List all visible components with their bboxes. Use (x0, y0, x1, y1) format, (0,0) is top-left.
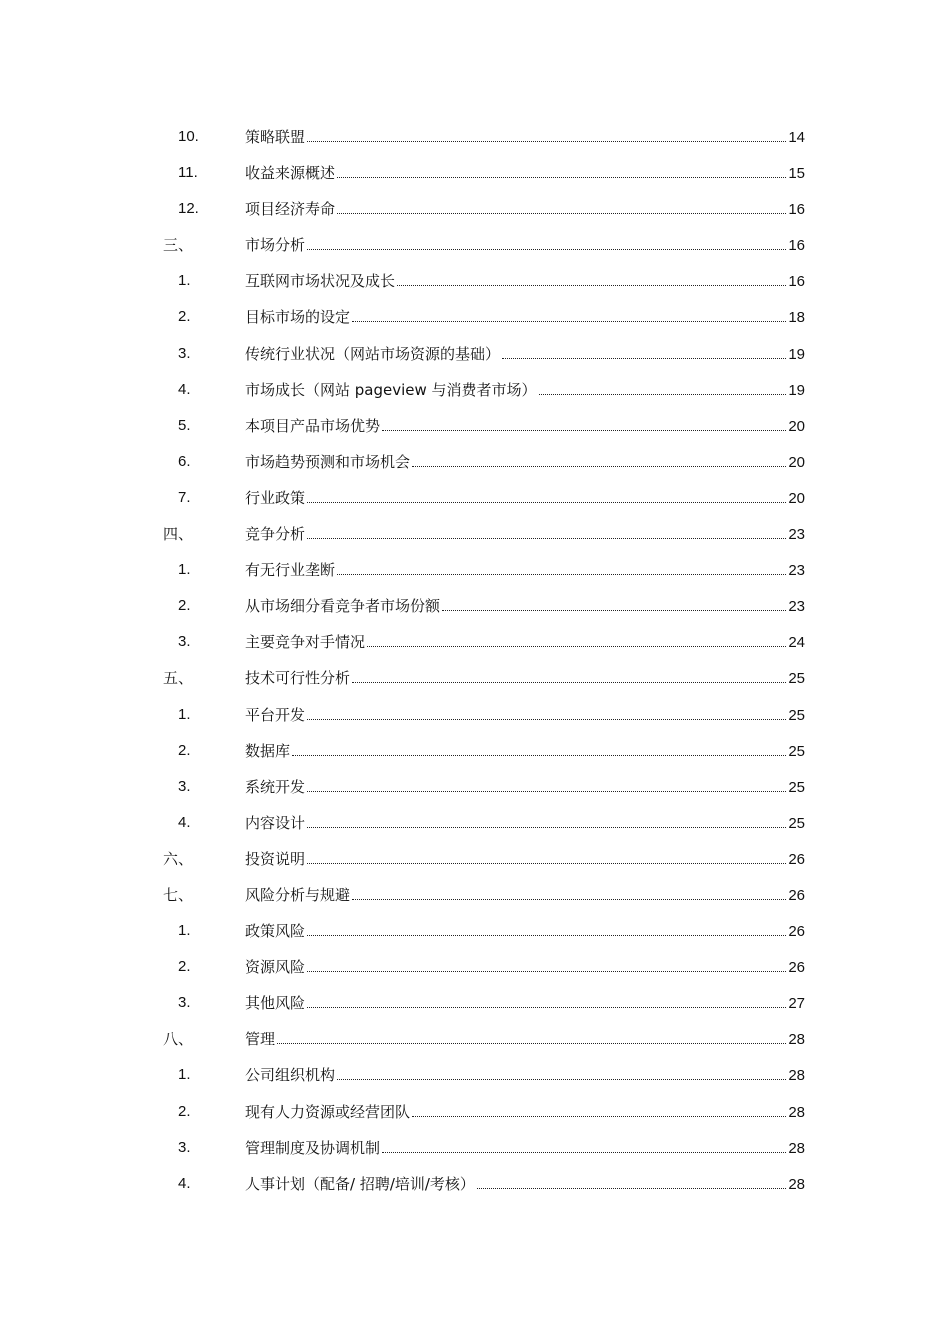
toc-entry-number: 2. (178, 1102, 191, 1120)
toc-entry[interactable] (0, 372, 950, 408)
toc-entry[interactable] (0, 119, 950, 155)
table-of-contents (0, 119, 950, 1202)
toc-entry-title[interactable]: 收益来源概述 (245, 164, 336, 183)
toc-dot-leader (337, 200, 786, 214)
toc-entry-title[interactable]: 内容设计 (245, 813, 306, 832)
toc-entry-page-number[interactable]: 26 (788, 886, 805, 904)
toc-entry-title[interactable]: 资源风险 (245, 958, 306, 977)
toc-entry-number: 3. (178, 777, 191, 795)
toc-entry-line (245, 777, 805, 798)
toc-entry[interactable] (0, 769, 950, 805)
toc-entry-title[interactable]: 现有人力资源或经营团队 (245, 1102, 411, 1121)
toc-entry[interactable] (0, 697, 950, 733)
toc-entry-title[interactable]: 系统开发 (245, 777, 306, 796)
toc-entry-title[interactable]: 市场成长（网站 pageview 与消费者市场） (245, 380, 537, 399)
toc-entry-page-number[interactable]: 28 (788, 1067, 805, 1085)
toc-entry-title[interactable]: 本项目产品市场优势 (245, 416, 381, 435)
toc-entry-number: 4. (178, 813, 191, 831)
toc-dot-leader (539, 381, 787, 395)
toc-entry-line (245, 560, 805, 581)
toc-entry-number: 三、 (163, 236, 194, 255)
toc-entry-line (245, 705, 805, 726)
toc-entry-number: 八、 (163, 1030, 194, 1049)
toc-entry-number: 1. (178, 1066, 191, 1084)
toc-entry-line (245, 1138, 805, 1159)
toc-entry[interactable] (0, 480, 950, 516)
toc-entry-line (245, 344, 805, 365)
toc-entry-title[interactable]: 行业政策 (245, 488, 306, 507)
toc-entry-number: 1. (178, 705, 191, 723)
toc-entry[interactable] (0, 155, 950, 191)
toc-entry-title[interactable]: 主要竞争对手情况 (245, 633, 366, 652)
toc-entry-line (245, 524, 805, 545)
toc-entry[interactable] (0, 1094, 950, 1130)
toc-entry-title[interactable]: 技术可行性分析 (245, 669, 351, 688)
toc-dot-leader (397, 272, 786, 286)
toc-dot-leader (337, 1066, 786, 1080)
toc-entry[interactable] (0, 227, 950, 263)
toc-entry-page-number[interactable]: 14 (788, 129, 805, 146)
toc-entry-number: 11. (178, 164, 198, 182)
toc-entry-title[interactable]: 风险分析与规避 (245, 885, 351, 904)
toc-dot-leader (307, 814, 786, 828)
toc-entry-line (245, 235, 805, 256)
toc-entry-line (245, 380, 805, 401)
toc-entry-title[interactable]: 管理制度及协调机制 (245, 1138, 381, 1157)
toc-dot-leader (412, 453, 786, 467)
toc-entry-page-number[interactable]: 20 (788, 417, 805, 435)
toc-entry-line (245, 596, 805, 617)
toc-entry[interactable] (0, 733, 950, 769)
toc-entry-page-number[interactable]: 28 (788, 1139, 805, 1157)
toc-entry-title[interactable]: 目标市场的设定 (245, 308, 351, 327)
toc-dot-leader (442, 597, 786, 611)
toc-entry-page-number[interactable]: 20 (788, 489, 805, 507)
toc-entry-number: 四、 (163, 525, 194, 544)
toc-entry-line (245, 921, 805, 942)
toc-entry-page-number[interactable]: 26 (788, 850, 805, 868)
toc-entry-number: 4. (178, 380, 191, 398)
toc-entry-number: 1. (178, 561, 191, 579)
toc-entry-number: 2. (178, 597, 191, 615)
toc-entry-page-number[interactable]: 20 (788, 453, 805, 471)
toc-entry-number: 2. (178, 741, 191, 759)
toc-entry[interactable] (0, 913, 950, 949)
toc-entry-line (245, 741, 805, 762)
toc-entry-page-number[interactable]: 26 (788, 959, 805, 977)
toc-entry-line (245, 1065, 805, 1086)
toc-entry-number: 7. (178, 488, 191, 506)
toc-entry-page-number[interactable]: 26 (788, 923, 805, 941)
toc-entry-title[interactable]: 互联网市场状况及成长 (245, 272, 396, 291)
toc-entry-number: 1. (178, 272, 191, 290)
toc-entry-title[interactable]: 从市场细分看竞争者市场份额 (245, 597, 441, 616)
toc-entry-line (245, 957, 805, 978)
toc-entry-line (245, 452, 805, 473)
toc-entry[interactable] (0, 1130, 950, 1166)
toc-entry-number: 3. (178, 344, 191, 362)
toc-entry-line (245, 488, 805, 509)
toc-entry-page-number[interactable]: 25 (788, 778, 805, 796)
toc-entry[interactable] (0, 552, 950, 588)
toc-entry-number: 4. (178, 1174, 191, 1192)
toc-dot-leader (292, 742, 786, 756)
toc-dot-leader (307, 128, 786, 142)
toc-dot-leader (307, 489, 786, 503)
toc-entry[interactable] (0, 660, 950, 696)
toc-entry-title[interactable]: 数据库 (245, 741, 291, 760)
toc-dot-leader (382, 417, 786, 431)
toc-dot-leader (352, 886, 786, 900)
toc-dot-leader (352, 669, 786, 683)
toc-entry[interactable] (0, 444, 950, 480)
toc-dot-leader (367, 633, 786, 647)
toc-entry-title[interactable]: 其他风险 (245, 994, 306, 1013)
toc-entry-page-number[interactable]: 19 (788, 381, 805, 399)
toc-entry-line (245, 127, 805, 148)
toc-dot-leader (307, 922, 786, 936)
toc-entry-number: 3. (178, 633, 191, 651)
toc-dot-leader (307, 958, 786, 972)
toc-entry-number: 1. (178, 922, 191, 940)
toc-entry[interactable] (0, 336, 950, 372)
toc-entry-title[interactable]: 项目经济寿命 (245, 200, 336, 219)
toc-entry-page-number[interactable]: 18 (788, 309, 805, 327)
toc-entry-page-number[interactable]: 28 (788, 1175, 805, 1193)
toc-dot-leader (337, 561, 786, 575)
toc-entry-page-number[interactable]: 16 (788, 273, 805, 291)
toc-entry[interactable] (0, 805, 950, 841)
toc-dot-leader (307, 778, 786, 792)
toc-dot-leader (477, 1175, 786, 1189)
toc-entry[interactable] (0, 263, 950, 299)
toc-entry-line (245, 885, 805, 906)
toc-entry-line (245, 849, 805, 870)
toc-entry[interactable] (0, 1166, 950, 1202)
toc-entry-line (245, 416, 805, 437)
toc-entry[interactable] (0, 1021, 950, 1057)
toc-entry-number: 3. (178, 994, 191, 1012)
toc-entry-page-number[interactable]: 16 (788, 201, 805, 219)
toc-entry-page-number[interactable]: 15 (788, 165, 805, 183)
toc-entry-page-number[interactable]: 28 (788, 1031, 805, 1049)
toc-entry-page-number[interactable]: 16 (788, 237, 805, 255)
toc-dot-leader (277, 1030, 786, 1044)
toc-dot-leader (502, 345, 786, 359)
toc-entry-line (245, 307, 805, 328)
toc-dot-leader (307, 706, 786, 720)
toc-entry-number: 6. (178, 452, 191, 470)
toc-entry-line (245, 271, 805, 292)
toc-entry-line (245, 1174, 805, 1195)
toc-entry-page-number[interactable]: 23 (788, 526, 805, 544)
toc-entry-title[interactable]: 投资说明 (245, 849, 306, 868)
toc-entry-title[interactable]: 策略联盟 (245, 128, 306, 146)
toc-dot-leader (352, 308, 786, 322)
toc-entry-number: 2. (178, 308, 191, 326)
toc-entry[interactable] (0, 877, 950, 913)
toc-entry-line (245, 1102, 805, 1123)
toc-entry[interactable] (0, 516, 950, 552)
toc-entry-page-number[interactable]: 28 (788, 1103, 805, 1121)
toc-entry-page-number[interactable]: 25 (788, 670, 805, 688)
toc-entry[interactable] (0, 588, 950, 624)
toc-dot-leader (307, 994, 786, 1008)
toc-entry-title[interactable]: 政策风险 (245, 922, 306, 941)
toc-entry[interactable] (0, 985, 950, 1021)
toc-dot-leader (307, 850, 786, 864)
toc-entry-title[interactable]: 市场分析 (245, 236, 306, 255)
toc-entry-number: 2. (178, 958, 191, 976)
toc-entry-title[interactable]: 竞争分析 (245, 525, 306, 544)
toc-entry-number: 5. (178, 416, 191, 434)
toc-entry[interactable] (0, 299, 950, 335)
toc-entry-page-number[interactable]: 23 (788, 598, 805, 616)
toc-entry[interactable] (0, 841, 950, 877)
toc-entry-line (245, 668, 805, 689)
toc-dot-leader (307, 525, 786, 539)
toc-entry-number: 12. (178, 200, 199, 218)
toc-dot-leader (412, 1103, 786, 1117)
toc-entry[interactable] (0, 624, 950, 660)
toc-entry-page-number[interactable]: 24 (788, 634, 805, 652)
toc-entry-number: 七、 (163, 885, 194, 904)
toc-entry-page-number[interactable]: 25 (788, 706, 805, 724)
toc-entry-line (245, 163, 805, 184)
toc-entry-title[interactable]: 管理 (245, 1030, 276, 1049)
toc-entry[interactable] (0, 408, 950, 444)
toc-dot-leader (307, 236, 786, 250)
toc-entry-number: 10. (178, 128, 199, 145)
toc-entry-title[interactable]: 平台开发 (245, 705, 306, 724)
toc-entry-title[interactable]: 传统行业状况（网站市场资源的基础） (245, 344, 501, 363)
toc-entry-number: 3. (178, 1138, 191, 1156)
toc-dot-leader (337, 164, 786, 178)
toc-entry-page-number[interactable]: 23 (788, 562, 805, 580)
toc-dot-leader (382, 1139, 786, 1153)
toc-entry-line (245, 1029, 805, 1050)
toc-entry-line (245, 813, 805, 834)
toc-entry[interactable] (0, 1057, 950, 1093)
toc-entry-page-number[interactable]: 25 (788, 742, 805, 760)
toc-entry-title[interactable]: 有无行业垄断 (245, 561, 336, 580)
toc-entry-line (245, 993, 805, 1014)
toc-entry-title[interactable]: 公司组织机构 (245, 1066, 336, 1085)
toc-entry-title[interactable]: 人事计划（配备/ 招聘/培训/考核） (245, 1174, 475, 1193)
toc-entry-line (245, 632, 805, 653)
toc-entry-number: 六、 (163, 849, 194, 868)
toc-entry[interactable] (0, 191, 950, 227)
toc-entry-page-number[interactable]: 27 (788, 995, 805, 1013)
toc-entry-title[interactable]: 市场趋势预测和市场机会 (245, 452, 411, 471)
toc-entry[interactable] (0, 949, 950, 985)
toc-entry-line (245, 199, 805, 220)
toc-entry-page-number[interactable]: 19 (788, 345, 805, 363)
toc-entry-number: 五、 (163, 669, 194, 688)
toc-entry-page-number[interactable]: 25 (788, 814, 805, 832)
